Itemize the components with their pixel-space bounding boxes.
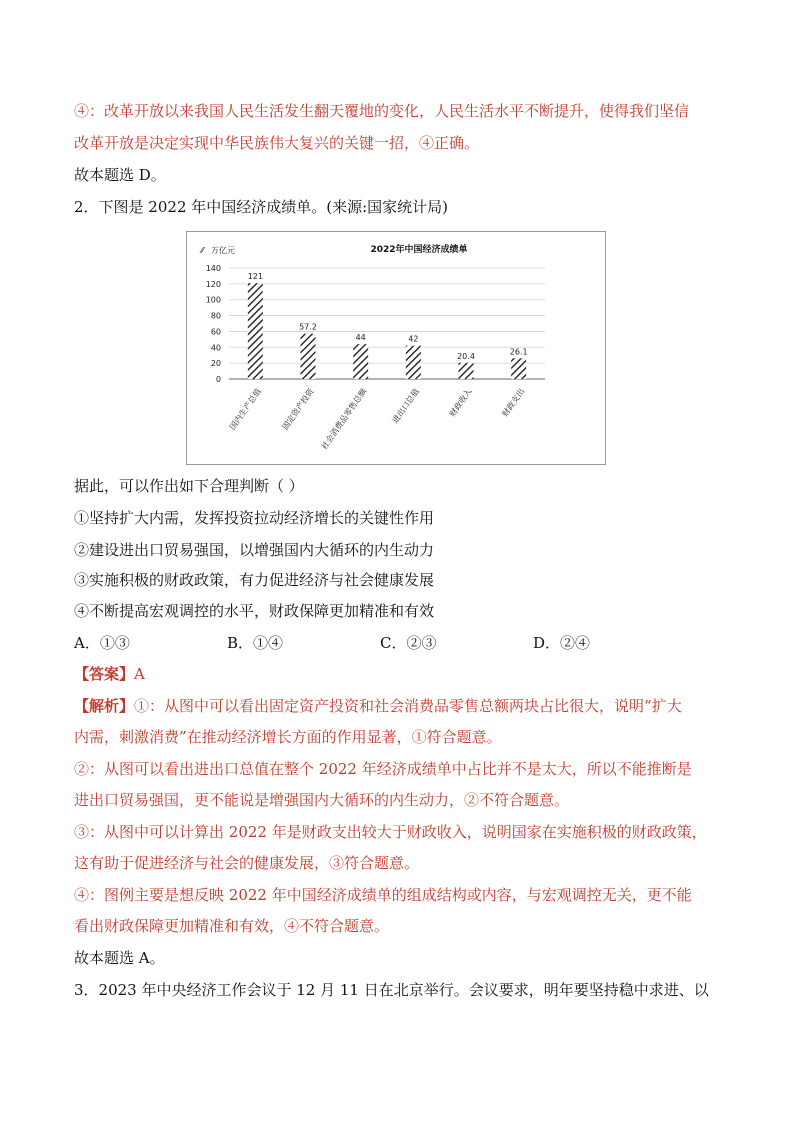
data-label: 20.4 [457,351,475,361]
analysis-line-6: 这有助于促进经济与社会的健康发展，③符合题意。 [74,854,420,872]
category-label: 国内生产总值 [228,386,263,432]
option-a: A．①③ [74,634,130,652]
y-tick-label: 100 [205,295,221,305]
bar-3 [353,344,368,379]
bar-2 [301,334,316,379]
analysis-line-5: ③：从图中可以计算出 2022 年是财政支出较大于财政收入，说明国家在实施积极的财政政策， [74,823,707,841]
category-label: 社会消费品零售总额 [319,386,369,452]
category-label: 固定资产投资 [280,386,316,432]
analysis-line-8: 看出财政保障更加精准和有效，④不符合题意。 [74,917,390,935]
analysis-line-4-part2: 改革开放是决定实现中华民族伟大复兴的关键一招，④正确。 [74,134,480,152]
analysis-line-7: ④：图例主要是想反映 2022 年中国经济成绩单的组成结构或内容，与宏观调控无关，更不能 [74,886,692,904]
statement-3: ③实施积极的财政政策，有力促进经济与社会健康发展 [74,571,435,589]
statement-1: ①坚持扩大内需，发挥投资拉动经济增长的关键性作用 [74,509,435,527]
bar-4 [406,346,421,379]
y-tick-label: 140 [205,264,221,273]
analysis-line-4-part1: ④：改革开放以来我国人民生活发生翻天覆地的变化，人民生活水平不断提升，使得我们坚信 [74,102,690,120]
data-label: 57.2 [299,322,317,332]
analysis-tag: 【解析】 [74,697,135,715]
analysis-line-2: 内需，刺激消费”在推动经济增长方面的作用显著，①符合题意。 [74,728,502,746]
y-tick-label: 60 [210,327,221,337]
analysis-line-4: 进出口贸易强国，更不能说是增强国内大循环的内生动力，②不符合题意。 [74,791,570,809]
data-label: 44 [355,333,366,343]
analysis-text-1: ①：从图中可以看出固定资产投资和社会消费品零售总额两块占比很大，说明“扩大 [134,697,682,715]
analysis-line-3: ②：从图可以看出进出口总值在整个 2022 年经济成绩单中占比并不是太大，所以不能推断是 [74,760,692,778]
category-label: 财政收入 [447,386,474,419]
y-tick-label: 40 [210,343,221,353]
analysis-line-1 [74,696,682,716]
statement-2: ②建设进出口贸易强国，以增强国内大循环的内生动力 [74,541,435,559]
conclusion-q1: 故本题选 D。 [74,166,166,184]
chart-title: 2022年中国经济成绩单 [370,245,468,255]
y-unit-icon: ⁄⁄ [201,246,204,255]
economic-report-chart [186,231,606,465]
category-label: 进出口总值 [390,386,421,425]
data-label: 26.1 [509,347,528,357]
option-d: D．②④ [533,634,591,652]
conclusion-q2: 故本题选 A。 [74,949,165,967]
answer-tag: 【答案】 [74,665,135,683]
answer-value: A [134,665,145,683]
question-2-stem: 2．下图是 2022 年中国经济成绩单。(来源:国家统计局) [74,198,449,216]
bar-6 [511,358,526,379]
y-unit-label [199,245,235,255]
y-tick-label: 0 [215,375,221,384]
answer-options [74,633,724,653]
category-label: 财政支出 [500,386,527,419]
statement-4: ④不断提高宏观调控的水平，财政保障更加精准和有效 [74,602,435,620]
y-tick-label: 20 [210,359,221,369]
data-label: 121 [247,272,263,282]
y-axis-unit: 万亿元 [211,246,235,255]
y-tick-label: 80 [210,311,221,321]
bar-chart-svg [187,232,605,464]
data-label: 42 [408,334,419,344]
question-3-stem: 3．2023 年中央经济工作会议于 12 月 11 日在北京举行。会议要求，明年要坚持稳中求进、以 [74,981,709,999]
bar-1 [248,283,263,379]
option-c: C．②③ [380,634,437,652]
option-b: B．①④ [227,634,284,652]
question-2-prompt: 据此，可以作出如下合理判断（ ） [74,477,304,495]
bar-5 [459,363,474,379]
y-tick-label: 120 [205,279,221,289]
answer-line [74,664,145,684]
